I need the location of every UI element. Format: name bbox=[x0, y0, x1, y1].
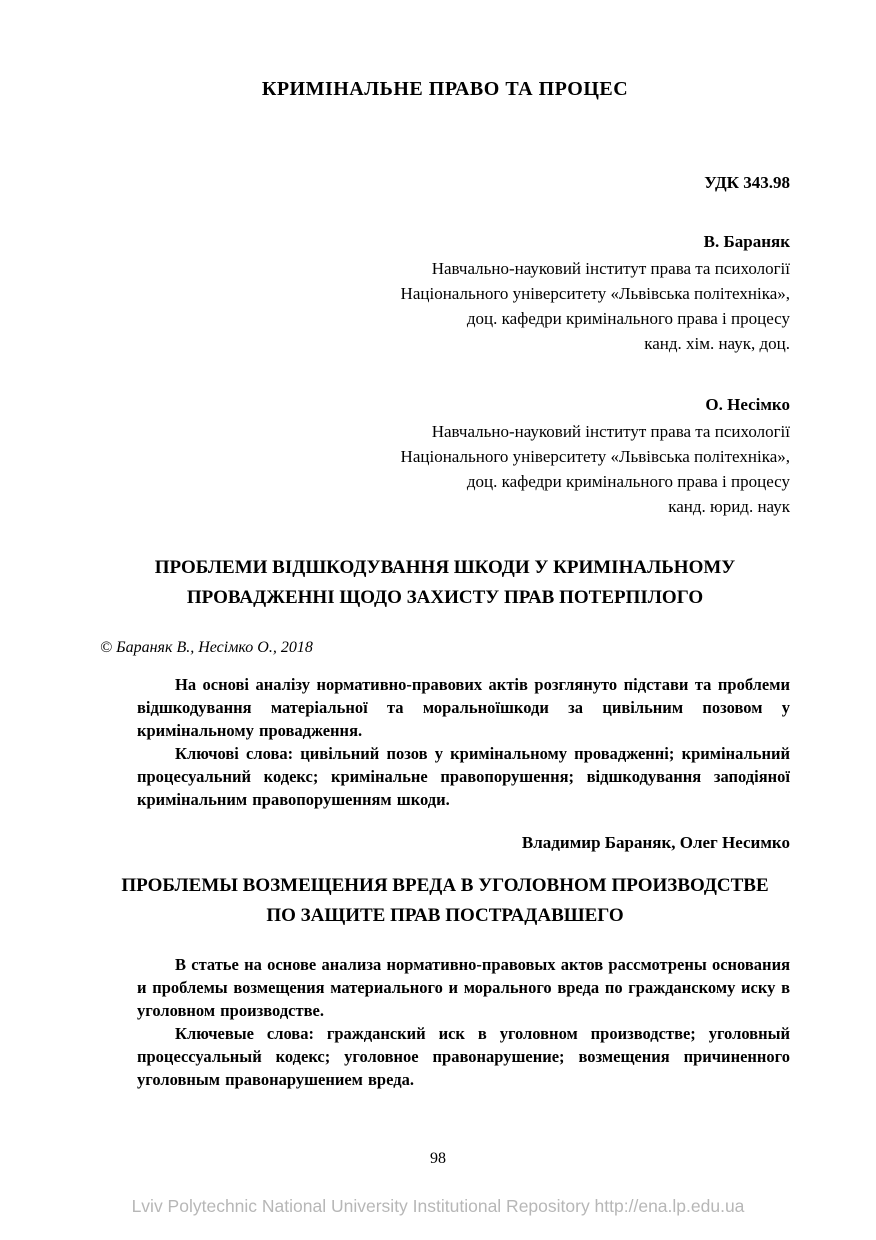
affiliation-line: Національного університету «Львівська політехніка», bbox=[400, 447, 790, 466]
section-header: КРИМІНАЛЬНЕ ПРАВО ТА ПРОЦЕС bbox=[261, 78, 629, 100]
author-block-2 bbox=[100, 392, 790, 519]
article-title-ukrainian: ПРОБЛЕМИ ВІДШКОДУВАННЯ ШКОДИ У КРИМІНАЛЬНОМУ ПРОВАДЖЕННІ ЩОДО ЗАХИСТУ ПРАВ ПОТЕРПІЛОГО bbox=[154, 557, 736, 608]
affiliation-line: Навчально-науковий інститут права та психології bbox=[431, 259, 790, 278]
authors-russian: Владимир Бараняк, Олег Несимко bbox=[521, 833, 790, 852]
repository-footer: Lviv Polytechnic National University Institutional Repository http://ena.lp.edu.ua bbox=[131, 1196, 745, 1216]
author-name: О. Несімко bbox=[705, 395, 790, 414]
page-number: 98 bbox=[430, 1150, 446, 1167]
copyright-line: © Бараняк В., Несімко О., 2018 bbox=[100, 639, 313, 656]
affiliation-line: Національного університету «Львівська політехніка», bbox=[400, 284, 790, 303]
affiliation-line: доц. кафедри кримінального права і процесу bbox=[466, 309, 790, 328]
affiliation-line: канд. хім. наук, доц. bbox=[644, 334, 790, 353]
abstract-ukrainian bbox=[137, 673, 790, 811]
abstract-text-russian: В статье на основе анализа нормативно-правовых актов рассмотрены основания и проблемы возмещения материального и морального вреда по гражданскому иску в уголовном производстве. bbox=[137, 955, 790, 1020]
article-title-russian: ПРОБЛЕМЫ ВОЗМЕЩЕНИЯ ВРЕДА В УГОЛОВНОМ ПРОИЗВОДСТВЕ ПО ЗАЩИТЕ ПРАВ ПОСТРАДАВШЕГО bbox=[121, 875, 769, 926]
abstract-russian bbox=[137, 953, 790, 1091]
affiliation-line: доц. кафедри кримінального права і процесу bbox=[466, 472, 790, 491]
udc-code: УДК 343.98 bbox=[704, 173, 790, 192]
affiliation-line: Навчально-науковий інститут права та психології bbox=[431, 422, 790, 441]
author-name: В. Бараняк bbox=[703, 232, 790, 251]
affiliation-line: канд. юрид. наук bbox=[668, 497, 790, 516]
abstract-text-ukrainian: На основі аналізу нормативно-правових актів розглянуто підстави та проблеми відшкодування матеріальної та моральноїшкоди за цивільним позовом у кримінальному провадження. bbox=[137, 675, 790, 740]
keywords-ukrainian: Ключові слова: цивільний позов у кримінальному провадженні; кримінальний процесуальний кодекс; кримінальне правопорушення; відшкодування заподіяної кримінальним правопорушенням шкоди. bbox=[137, 744, 790, 809]
author-block-1 bbox=[100, 229, 790, 356]
keywords-russian: Ключевые слова: гражданский иск в уголовном производстве; уголовный процессуальный кодекс; уголовное правонарушение; возмещения причиненного уголовным правонарушением вреда. bbox=[137, 1024, 790, 1089]
